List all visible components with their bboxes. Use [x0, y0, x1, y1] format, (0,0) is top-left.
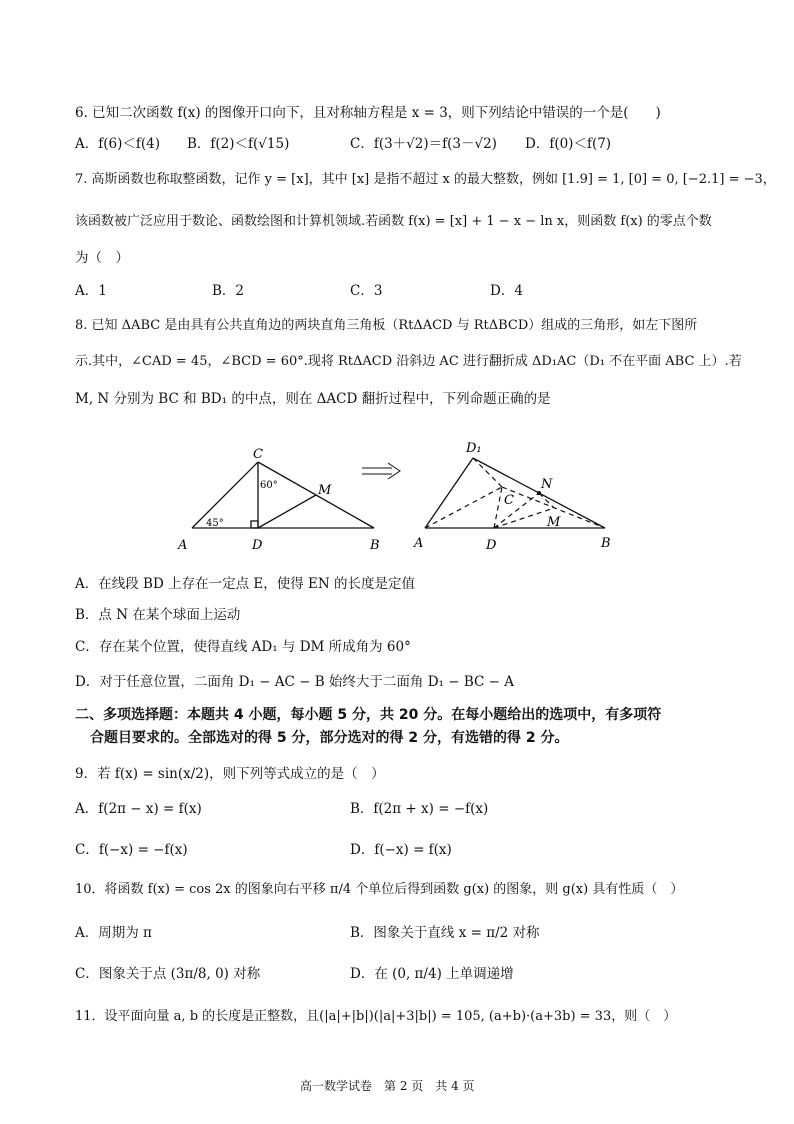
edge-dm-hidden [494, 508, 554, 528]
q7-option-b: B．2 [212, 283, 245, 299]
q8-option-b: B．点 N 在某个球面上运动 [75, 607, 241, 623]
q7-stem-line3: 为（ ） [75, 250, 129, 266]
page-footer: 高一数学试卷 第 2 页 共 4 页 [300, 1079, 475, 1093]
q10-option-c: C．图象关于点 (3π/8, 0) 对称 [75, 966, 261, 982]
label-left-m: M [318, 483, 332, 498]
edge-d1c-hidden [473, 458, 502, 487]
q9-option-d: D．f(−x) = f(x) [350, 842, 452, 858]
q8-option-a: A．在线段 BD 上存在一定点 E，使得 EN 的长度是定值 [75, 576, 415, 592]
edge-dc-hidden [494, 487, 502, 528]
right-angle-mark [251, 521, 258, 528]
q7-stem-line2: 该函数被广泛应用于数论、函数绘图和计算机领域.若函数 f(x) = [x] + 1 − x − ln x，则函数 f(x) 的零点个数 [75, 214, 712, 229]
label-angle-45: 45° [206, 518, 224, 529]
q9-option-a: A．f(2π − x) = f(x) [75, 801, 202, 817]
label-left-c: C [253, 447, 263, 462]
label-right-n: N [541, 477, 553, 492]
section2-heading-line1: 二、多项选择题：本题共 4 小题，每小题 5 分，共 20 分。在每小题给出的选项中，有多项符 [75, 707, 662, 723]
transform-arrow-icon [362, 463, 400, 479]
q7-option-a: A．1 [75, 283, 107, 299]
q7-option-d: D．4 [490, 283, 523, 299]
label-right-b: B [601, 536, 611, 551]
edge-ac [192, 462, 258, 528]
edge-dn-hidden [494, 493, 539, 528]
q6-option-b: B．f(2)＜f(√15) [187, 136, 290, 152]
q6-option-c: C．f(3＋√2)＝f(3－√2) [350, 136, 497, 152]
q7-stem-line1: 7. 高斯函数也称取整函数，记作 y = [x]，其中 [x] 是指不超过 x 的最大整数，例如 [1.9] = 1, [0] = 0, [−2.1] = −3， [75, 172, 776, 187]
label-right-d: D [486, 538, 497, 553]
edge-ac-hidden [425, 487, 502, 528]
label-left-b: B [370, 538, 380, 553]
label-right-m: M [547, 515, 561, 530]
q11-stem: 11．设平面向量 a, b 的长度是正整数，且(|a|+|b|)(|a|+3|b|) = 105, (a+b)·(a+3b) = 33，则（ ） [75, 1009, 677, 1024]
q10-option-b: B．图象关于直线 x = π/2 对称 [350, 925, 540, 941]
q9-option-c: C．f(−x) = −f(x) [75, 842, 188, 858]
q6-option-d: D．f(0)＜f(7) [525, 136, 612, 152]
q6-stem: 6. 已知二次函数 f(x) 的图像开口向下，且对称轴方程是 x = 3，则下列结论中错误的一个是( ) [75, 105, 661, 121]
label-left-d: D [252, 538, 263, 553]
label-right-c: C [504, 493, 514, 508]
q8-option-c: C．存在某个位置，使得直线 AD₁ 与 DM 所成角为 60° [75, 639, 411, 655]
q10-option-a: A．周期为 π [75, 925, 152, 941]
edge-dm [258, 495, 316, 528]
q8-stem-line3: M, N 分别为 BC 和 BD₁ 的中点，则在 ΔACD 翻折过程中，下列命题正确的是 [75, 391, 551, 407]
q8-stem-line2: 示.其中，∠CAD = 45，∠BCD = 60°.现将 RtΔACD 沿斜边 AC 进行翻折成 ΔD₁AC（D₁ 不在平面 ABC 上）.若 [75, 354, 742, 369]
edge-ad1 [425, 458, 473, 528]
section2-heading-line2: 合题目要求的。全部选对的得 5 分，部分选对的得 2 分，有选错的得 2 分。 [90, 730, 569, 746]
q8-option-d: D．对于任意位置，二面角 D₁ − AC − B 始终大于二面角 D₁ − BC − A [75, 674, 514, 690]
q9-option-b: B．f(2π + x) = −f(x) [350, 801, 489, 817]
q7-option-c: C．3 [350, 283, 383, 299]
q6-option-a: A．f(6)＜f(4) [75, 136, 160, 152]
q8-figure [170, 432, 630, 562]
q8-stem-line1: 8. 已知 ΔABC 是由具有公共直角边的两块直角三角板（RtΔACD 与 RtΔBCD）组成的三角形，如左下图所 [75, 318, 698, 333]
label-right-d1: D₁ [466, 441, 482, 456]
q9-stem: 9．若 f(x) = sin(x/2)，则下列等式成立的是（ ） [75, 766, 385, 782]
q10-option-d: D．在 (0, π/4) 上单调递增 [350, 966, 514, 982]
label-left-a: A [178, 538, 188, 553]
q10-stem: 10．将函数 f(x) = cos 2x 的图象向右平移 π/4 个单位后得到函数 g(x) 的图象，则 g(x) 具有性质（ ） [75, 882, 684, 897]
label-angle-60: 60° [260, 480, 278, 491]
label-right-a: A [414, 536, 424, 551]
edge-nm-hidden [539, 493, 554, 508]
